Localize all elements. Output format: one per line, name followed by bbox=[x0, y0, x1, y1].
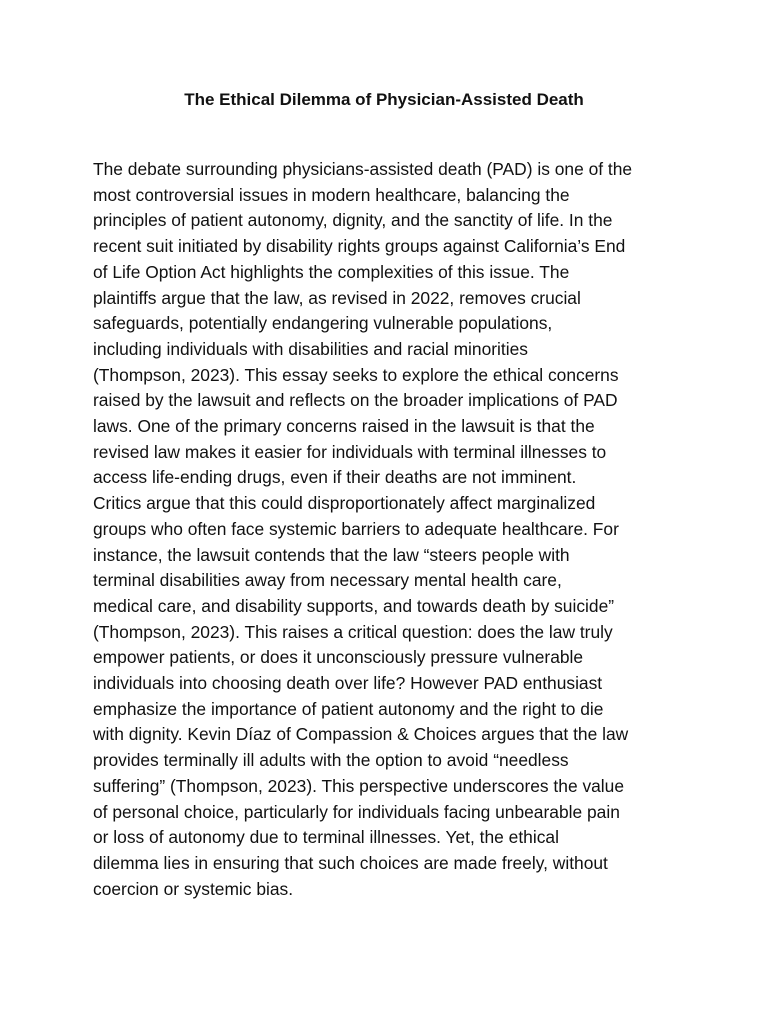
body-text-line: Critics argue that this could disproportionately affect marginalized bbox=[93, 493, 596, 514]
body-text-line: most controversial issues in modern healthcare, balancing the bbox=[93, 184, 570, 205]
body-text-line: terminal disabilities away from necessary mental health care, bbox=[93, 570, 562, 591]
body-text-line: groups who often face systemic barriers to adequate healthcare. For bbox=[93, 518, 619, 539]
body-text-line: with dignity. Kevin Díaz of Compassion & Choices argues that the law bbox=[93, 724, 629, 745]
body-text-line: dilemma lies in ensuring that such choices are made freely, without bbox=[93, 852, 608, 873]
body-text-line: suffering” (Thompson, 2023). This perspective underscores the value bbox=[93, 775, 625, 796]
body-text-line: revised law makes it easier for individuals with terminal illnesses to bbox=[93, 441, 607, 462]
document-title: The Ethical Dilemma of Physician-Assisted Death bbox=[184, 90, 584, 109]
body-text-line: safeguards, potentially endangering vulnerable populations, bbox=[93, 313, 553, 334]
body-text-line: including individuals with disabilities and racial minorities bbox=[93, 338, 528, 359]
body-text-line: recent suit initiated by disability rights groups against California’s End bbox=[93, 236, 626, 257]
body-text-line: emphasize the importance of patient autonomy and the right to die bbox=[93, 698, 604, 719]
body-text-line: (Thompson, 2023). This essay seeks to explore the ethical concerns bbox=[93, 364, 619, 385]
body-text-line: The debate surrounding physicians-assisted death (PAD) is one of the bbox=[93, 159, 633, 179]
body-text-line: principles of patient autonomy, dignity, and the sanctity of life. In the bbox=[93, 210, 613, 231]
body-text-line: (Thompson, 2023). This raises a critical question: does the law truly bbox=[93, 621, 613, 642]
body-text-line: access life-ending drugs, even if their deaths are not imminent. bbox=[93, 467, 577, 488]
body-text-line: raised by the lawsuit and reflects on the broader implications of PAD bbox=[93, 390, 618, 411]
body-text-line: medical care, and disability supports, and towards death by suicide” bbox=[93, 595, 615, 616]
body-text-line: of personal choice, particularly for individuals facing unbearable pain bbox=[93, 801, 620, 822]
body-text-line: coercion or systemic bias. bbox=[93, 878, 294, 899]
body-text-line: or loss of autonomy due to terminal illnesses. Yet, the ethical bbox=[93, 827, 559, 848]
body-text-line: instance, the lawsuit contends that the law “steers people with bbox=[93, 544, 570, 565]
body-text-line: plaintiffs argue that the law, as revised in 2022, removes crucial bbox=[93, 287, 581, 308]
body-text-line: of Life Option Act highlights the complexities of this issue. The bbox=[93, 261, 570, 282]
body-text-line: provides terminally ill adults with the option to avoid “needless bbox=[93, 750, 569, 771]
body-text-line: laws. One of the primary concerns raised in the lawsuit is that the bbox=[93, 416, 595, 437]
body-text-line: empower patients, or does it unconsciously pressure vulnerable bbox=[93, 647, 584, 668]
body-text-line: individuals into choosing death over life? However PAD enthusiast bbox=[93, 673, 603, 694]
document-body bbox=[93, 157, 693, 902]
